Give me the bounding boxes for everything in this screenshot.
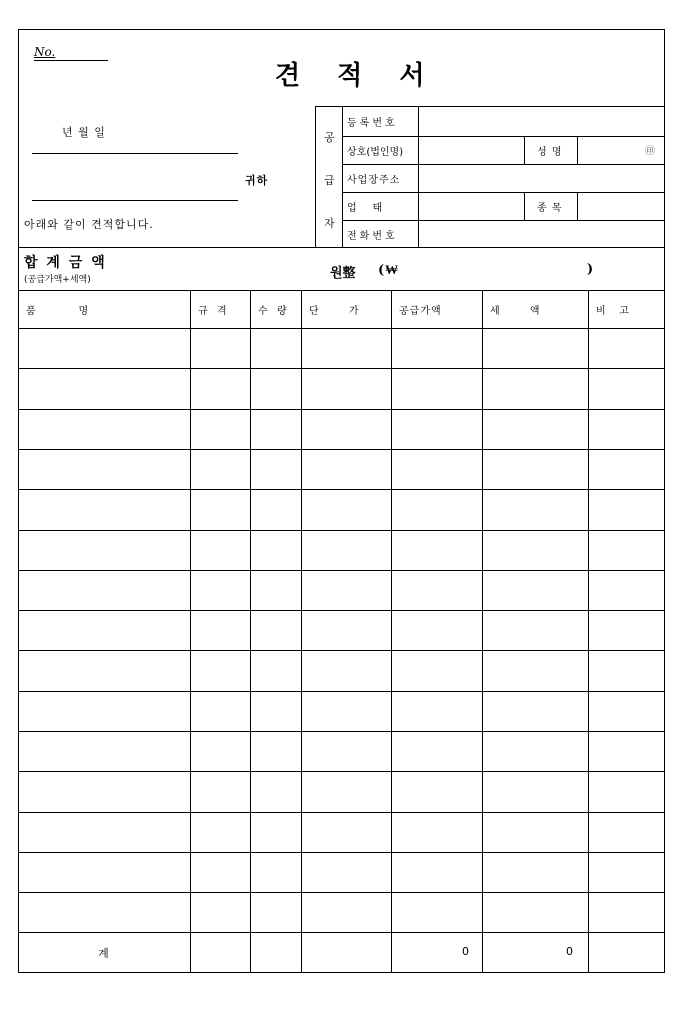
supplier-row-line-1 (342, 136, 665, 137)
table-header-5: 세 액 (490, 306, 541, 317)
table-row[interactable] (18, 328, 665, 368)
supplier-label-divider (418, 106, 419, 248)
supplier-name-divider-b (577, 136, 578, 164)
total-sublabel: (공급가액+세액) (24, 275, 91, 285)
footer-supply-total: 0 (462, 945, 470, 958)
page-title: 견 적 서 (275, 61, 439, 91)
supplier-vertical-1: 공 (324, 131, 336, 144)
table-row[interactable] (18, 812, 665, 852)
seal-mark: ㊞ (645, 146, 656, 157)
business-type-label: 업 태 (347, 203, 383, 214)
table-header-2: 수 량 (258, 306, 288, 317)
table-row[interactable] (18, 650, 665, 690)
estimate-statement: 아래와 같이 견적합니다. (24, 218, 154, 231)
table-row[interactable] (18, 691, 665, 731)
no-label: No. (34, 45, 56, 59)
rep-name-label: 성 명 (537, 147, 563, 158)
business-item-label: 종 목 (537, 203, 563, 214)
table-row[interactable] (18, 852, 665, 892)
supplier-vertical-2: 급 (324, 174, 336, 187)
total-currency-prefix: 원整 (330, 266, 356, 281)
header-bottom-line (18, 247, 665, 248)
total-paren-open: (₩ (378, 263, 400, 278)
supplier-name-divider-a (524, 136, 525, 164)
footer-total-label: 계 (98, 947, 110, 960)
table-header-6: 비 고 (596, 306, 630, 317)
table-header-0: 품 명 (26, 306, 90, 317)
table-row[interactable] (18, 731, 665, 771)
table-row[interactable] (18, 892, 665, 932)
company-name-label: 상호(법인명) (347, 147, 404, 158)
supplier-vertical-divider (342, 106, 343, 248)
supplier-left-border (315, 106, 316, 248)
recipient-suffix: 귀하 (245, 174, 269, 187)
reg-no-label: 등록번호 (347, 118, 398, 129)
item-table (18, 290, 665, 973)
recipient-underline (32, 200, 238, 201)
supplier-type-divider-a (524, 192, 525, 220)
date-underline (32, 153, 238, 154)
table-header-1: 규 격 (198, 306, 228, 317)
supplier-row-line-3 (342, 192, 665, 193)
header-divider (315, 106, 665, 107)
supplier-row-line-2 (342, 164, 665, 165)
supplier-type-divider-b (577, 192, 578, 220)
table-row-line (18, 932, 665, 933)
total-label: 합 계 금 액 (24, 255, 107, 271)
supplier-vertical-3: 자 (324, 217, 336, 230)
table-row[interactable] (18, 449, 665, 489)
phone-label: 전화번호 (347, 231, 398, 242)
table-header-4: 공급가액 (399, 306, 442, 317)
table-row[interactable] (18, 368, 665, 408)
table-row[interactable] (18, 489, 665, 529)
table-row[interactable] (18, 610, 665, 650)
address-label: 사업장주소 (347, 175, 401, 186)
date-label: 년 월 일 (62, 126, 106, 139)
total-paren-close: ) (587, 262, 595, 277)
no-underline (34, 60, 108, 61)
supplier-row-line-4 (342, 220, 665, 221)
footer-tax-total: 0 (566, 945, 574, 958)
table-row[interactable] (18, 409, 665, 449)
table-row[interactable] (18, 570, 665, 610)
table-header-3: 단 가 (309, 306, 360, 317)
table-row[interactable] (18, 530, 665, 570)
table-row[interactable] (18, 771, 665, 811)
